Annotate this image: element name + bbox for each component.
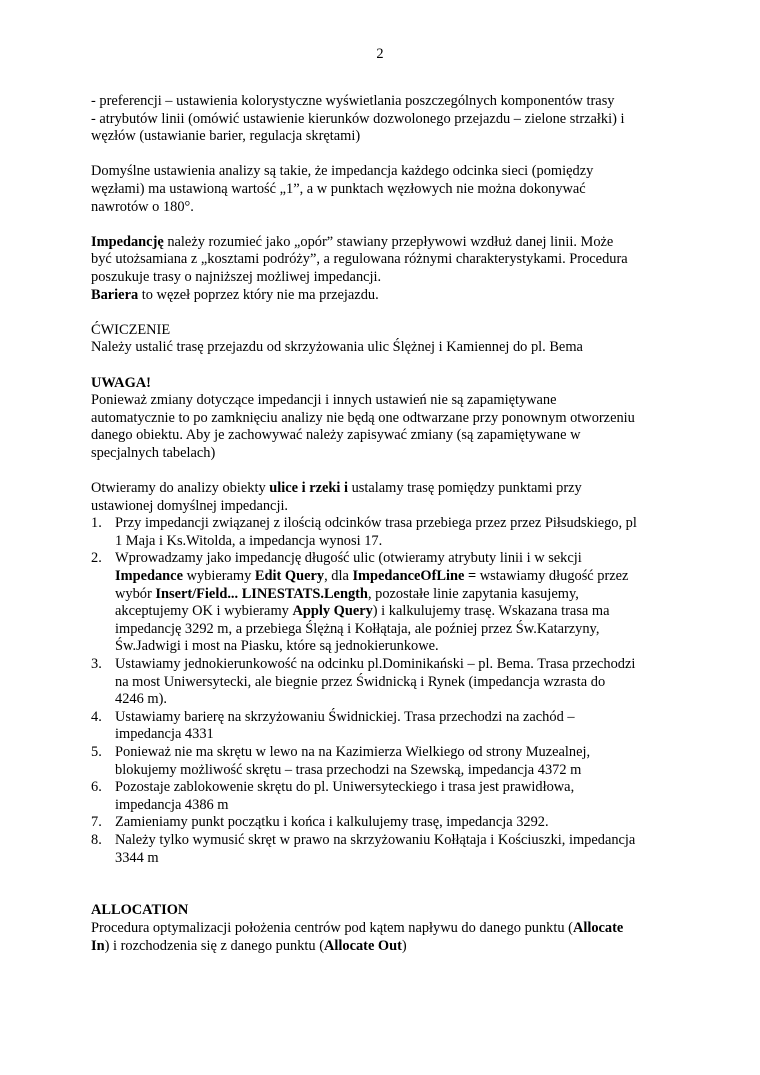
list-item — [91, 550, 681, 656]
allocation-heading-text: ALLOCATION — [91, 902, 189, 919]
item-text: Należy tylko wymusić skręt w prawo na skrzyżowaniu Kołłątaja i Kościuszki, impedancja 3344 m — [115, 831, 636, 866]
list-item — [91, 515, 681, 550]
defaults-paragraph: Domyślne ustawienia analizy są takie, że impedancja każdego odcinka sieci (pomiędzy węzłami) ma ustawioną wartość „1”, a w punktach węzłowych nie można dokonywać nawrotów o 180°. — [91, 163, 594, 215]
list-item — [91, 744, 681, 779]
item-number: 6. — [91, 779, 102, 796]
open-objects-paragraph — [91, 480, 681, 515]
item-text: Ustawiamy barierę na skrzyżowaniu Świdnickiej. Trasa przechodzi na zachód – impedancja 4331 — [115, 708, 575, 743]
warning-text: Ponieważ zmiany dotyczące impedancji i innych ustawień nie są zapamiętywane automatycznie to po zamknięciu analizy nie będą one odtwarzane przy ponownym otworzeniu danego obiektu. Aby je zachowywać należy zapisywać zmiany (są zapamiętywane w specjalnych tabelach) — [91, 392, 635, 461]
item-text: Zamieniamy punkt początku i końca i kalkulujemy trasę, impedancja 3292. — [115, 814, 549, 831]
steps-list — [91, 515, 681, 867]
open-text-a: Otwieramy do analizy obiekty — [91, 480, 270, 497]
item-bold: Impedance — [115, 568, 183, 585]
barrier-def-text: to węzeł poprzez który nie ma przejazdu. — [138, 286, 379, 303]
item-text: ) i kalkulujemy trasę. Wskazana trasa ma impedancję 3292 m, a przebiega Ślężną i Kołłątaja, ale poźniej przez Św.Katarzyny, Św.Jadwigi i most na Piasku, które są jednokierunkowe. — [115, 603, 610, 655]
exercise-heading: ĆWICZENIE — [91, 321, 171, 338]
page-number: 2 — [376, 46, 384, 62]
allocation-bold: Allocate Out — [323, 937, 402, 954]
item-number: 3. — [91, 656, 102, 672]
impedance-def-text: należy rozumieć jako „opór” stawiany przepływowi wzdłuż danej linii. Może być utożsamiana z „kosztami podróży”, a regulowana różnymi charakterystykami. Procedura poszukuje trasy o najniższej możliwej impedancji. — [91, 233, 628, 285]
impedance-definition — [91, 234, 681, 287]
barrier-term: Bariera — [91, 286, 139, 303]
item-text: Wprowadzamy jako impedancję długość ulic (otwieramy atrybuty linii i w sekcji — [115, 550, 582, 567]
list-item — [91, 814, 681, 832]
allocation-heading — [91, 902, 681, 920]
item-text: Ponieważ nie ma skrętu w lewo na na Kazimierza Wielkiego od strony Muzealnej, blokujemy możliwość skrętu – trasa przechodzi na Szewską, impedancja 4372 m — [115, 743, 591, 778]
allocation-text: ) — [401, 937, 407, 954]
item-bold: Edit Query — [254, 568, 325, 585]
item-text: wybieramy — [182, 568, 255, 585]
item-text: , pozostałe linie zapytania kasujemy, akceptujemy OK i wybieramy — [115, 585, 579, 620]
item-number: 7. — [91, 814, 102, 831]
item-number: 8. — [91, 831, 102, 848]
item-text: Pozostaje zablokowenie skrętu do pl. Uniwersyteckiego i trasa jest prawidłowa, impedancja 4386 m — [115, 779, 575, 813]
item-number: 5. — [91, 743, 102, 760]
item-number: 1. — [91, 515, 102, 532]
item-number: 4. — [91, 708, 102, 725]
item-bold: Apply Query — [292, 603, 373, 620]
allocation-paragraph — [91, 920, 681, 955]
item-bold: ImpedanceOfLine = — [352, 568, 477, 585]
allocation-text: Procedura optymalizacji położenia centrów pod kątem napływu do danego punktu ( — [91, 919, 573, 936]
item-text: Przy impedancji związanej z ilością odcinków trasa przebiega przez przez Piłsudskiego, pl 1 Maja i Ks.Witolda, a impedancja wynosi 17. — [115, 515, 637, 549]
item-text: wstawiamy długość przez wybór — [115, 568, 629, 602]
item-text: , dla — [324, 568, 353, 585]
item-number: 2. — [91, 550, 102, 567]
page-content — [91, 93, 681, 955]
impedance-term: Impedancję — [91, 233, 164, 250]
list-item — [91, 709, 681, 744]
warning-heading-text: UWAGA! — [91, 374, 151, 391]
allocation-bold: Allocate In — [91, 919, 624, 954]
barrier-definition — [91, 287, 681, 305]
list-item — [91, 832, 681, 867]
exercise-text: Należy ustalić trasę przejazdu od skrzyżowania ulic Ślężnej i Kamiennej do pl. Bema — [91, 339, 583, 356]
warning-heading — [91, 375, 681, 393]
item-bold: Insert/Field... LINESTATS.Length — [155, 585, 368, 602]
list-item — [91, 779, 681, 814]
allocation-text: ) i rozchodzenia się z danego punktu ( — [104, 937, 324, 954]
open-text-c: ustalamy trasę pomiędzy punktami przy ustawionej domyślnej impedancji. — [91, 480, 582, 514]
intro-list: - preferencji – ustawienia kolorystyczne wyświetlania poszczególnych komponentów trasy - atrybutów linii (omówić ustawienie kierunków dozwolonego przejazdu – zielone strzałki) i węzłów (ustawianie barier, regulacja skrętami) — [91, 93, 625, 145]
item-text: Ustawiamy jednokierunkowość na odcinku pl.Dominikański – pl. Bema. Trasa przechodzi na most Uniwersytecki, ale biegnie przez Świdnicką i Rynek (impedancja wzrasta do 4246 m). — [115, 656, 636, 708]
open-text-bold: ulice i rzeki i — [269, 480, 348, 497]
list-item — [91, 656, 681, 709]
